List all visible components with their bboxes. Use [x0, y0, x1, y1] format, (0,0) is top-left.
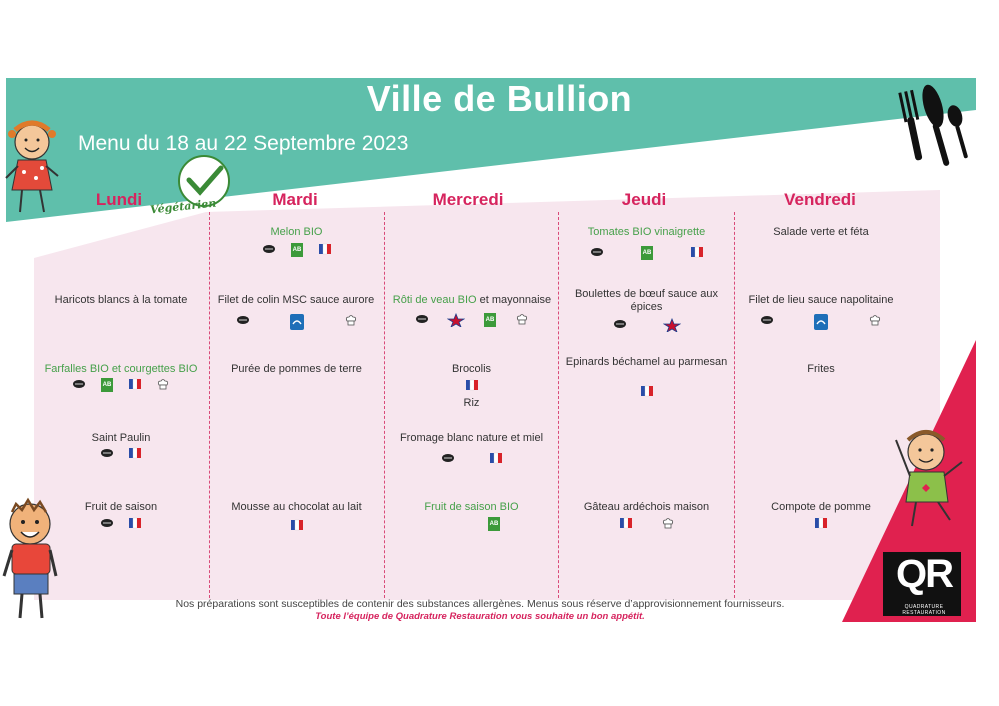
day-jeudi: Jeudi [621, 190, 667, 209]
cooked-icon [441, 452, 455, 464]
dish-vendredi-3: Frites [807, 363, 835, 375]
icons-vendredi-2 [736, 313, 906, 327]
day-mardi: Mardi [272, 190, 318, 209]
day-mercredi: Mercredi [432, 190, 504, 209]
ab-bio-icon [100, 378, 114, 390]
icons-jeudi-3 [561, 384, 732, 398]
ab-bio-icon [290, 243, 304, 255]
france-icon [640, 385, 654, 397]
dish-lundi-4: Saint Paulin [91, 432, 151, 444]
dish-vendredi-1: Salade verte et féta [773, 226, 869, 238]
bon-appetit-message: Toute l’équipe de Quadrature Restauration vous souhaite un bon appétit. [315, 611, 645, 622]
svg-text:AB: AB [489, 521, 498, 527]
dish-mercredi-3: Brocolis [451, 363, 492, 375]
day-lundi: Lundi [95, 190, 143, 209]
icons-jeudi-1 [561, 245, 732, 259]
dish-mercredi-4: Fromage blanc nature et miel [399, 432, 544, 444]
dish-lundi-5: Fruit de saison [84, 501, 158, 513]
day-vendredi: Vendredi [784, 190, 856, 209]
dish-mercredi-2-rest: et mayonnaise [476, 294, 552, 306]
dish-mercredi-2 [384, 294, 560, 307]
label-rouge-icon [447, 313, 465, 325]
cooked-icon [590, 246, 604, 258]
dish-jeudi-1: Tomates BIO vinaigrette [587, 226, 706, 238]
label-rouge-icon [663, 318, 681, 330]
msc-icon [814, 314, 828, 326]
cooked-icon [613, 318, 627, 330]
dish-mercredi-2-bio-part: Rôti de veau BIO [392, 294, 477, 306]
cooked-icon [100, 447, 114, 459]
dish-jeudi-5: Gâteau ardéchois maison [583, 501, 710, 513]
chef-icon [515, 313, 529, 325]
msc-icon [290, 314, 304, 326]
column-divider [209, 212, 210, 598]
dish-mardi-3: Purée de pommes de terre [231, 363, 362, 375]
dish-jeudi-2: Boulettes de bœuf sauce aux épices [574, 288, 719, 313]
svg-text:AB: AB [102, 382, 112, 388]
cooked-icon [72, 378, 86, 390]
dish-mardi-1: Melon BIO [270, 226, 323, 238]
icons-mercredi-2 [386, 312, 557, 326]
menu-panel [34, 190, 940, 600]
logo-tagline: QUADRATURE RESTAURATION [902, 604, 946, 616]
svg-text:AB: AB [642, 250, 651, 256]
france-icon [128, 378, 142, 390]
cooked-icon [262, 243, 276, 255]
icons-mercredi-4 [386, 451, 557, 465]
france-icon [318, 243, 332, 255]
france-icon [814, 517, 828, 529]
icons-mercredi-3 [386, 378, 557, 392]
svg-text:AB: AB [292, 247, 301, 253]
icons-mardi-2 [211, 313, 382, 327]
icons-vendredi-5 [736, 516, 906, 530]
dish-mardi-5: Mousse au chocolat au lait [231, 501, 362, 513]
dish-vendredi-5: Compote de pomme [771, 501, 871, 513]
vegetarian-label: Végétarien [149, 196, 217, 217]
cooked-icon [760, 314, 774, 326]
column-divider [734, 212, 735, 598]
france-icon [128, 517, 142, 529]
allergen-notice: Nos préparations sont susceptibles de contenir des substances allergènes. Menus sous réserve d’approvisionnement fournisseurs. [175, 598, 785, 610]
france-icon [128, 447, 142, 459]
icons-jeudi-5 [561, 516, 732, 530]
column-divider [384, 212, 385, 598]
cooked-icon [415, 313, 429, 325]
chef-icon [868, 314, 882, 326]
france-icon [489, 452, 503, 464]
cooked-icon [236, 314, 250, 326]
icons-jeudi-2 [561, 317, 732, 331]
dish-mardi-2: Filet de colin MSC sauce aurore [217, 294, 375, 306]
dish-vendredi-2: Filet de lieu sauce napolitaine [748, 294, 894, 306]
ab-bio-icon [640, 246, 654, 258]
ab-bio-icon [483, 313, 497, 325]
ab-bio-icon [487, 517, 501, 529]
chef-icon [344, 314, 358, 326]
france-icon [290, 519, 304, 531]
dish-lundi-3: Farfalles BIO et courgettes BIO [44, 363, 198, 375]
icons-lundi-5 [36, 516, 206, 530]
dish-mercredi-5: Fruit de saison BIO [424, 501, 519, 513]
chef-icon [156, 378, 170, 390]
dish-lundi-2: Haricots blancs à la tomate [54, 294, 188, 306]
cooked-icon [100, 517, 114, 529]
chef-icon [661, 517, 675, 529]
france-icon [619, 517, 633, 529]
icons-mercredi-5 [386, 516, 557, 530]
france-icon [465, 379, 479, 391]
dish-jeudi-3: Epinards béchamel au parmesan [565, 356, 728, 368]
icons-mardi-1 [211, 242, 382, 256]
page-title: Ville de Bullion [366, 78, 633, 119]
icons-lundi-4 [36, 446, 206, 460]
menu-week: Menu du 18 au 22 Septembre 2023 [78, 132, 409, 155]
dish-mercredi-3-extra: Riz [463, 397, 480, 409]
icons-lundi-3 [36, 377, 206, 391]
logo-letters: QR [896, 552, 952, 596]
svg-text:AB: AB [485, 317, 494, 323]
icons-mardi-5 [211, 518, 382, 532]
column-divider [558, 212, 559, 598]
france-icon [690, 246, 704, 258]
